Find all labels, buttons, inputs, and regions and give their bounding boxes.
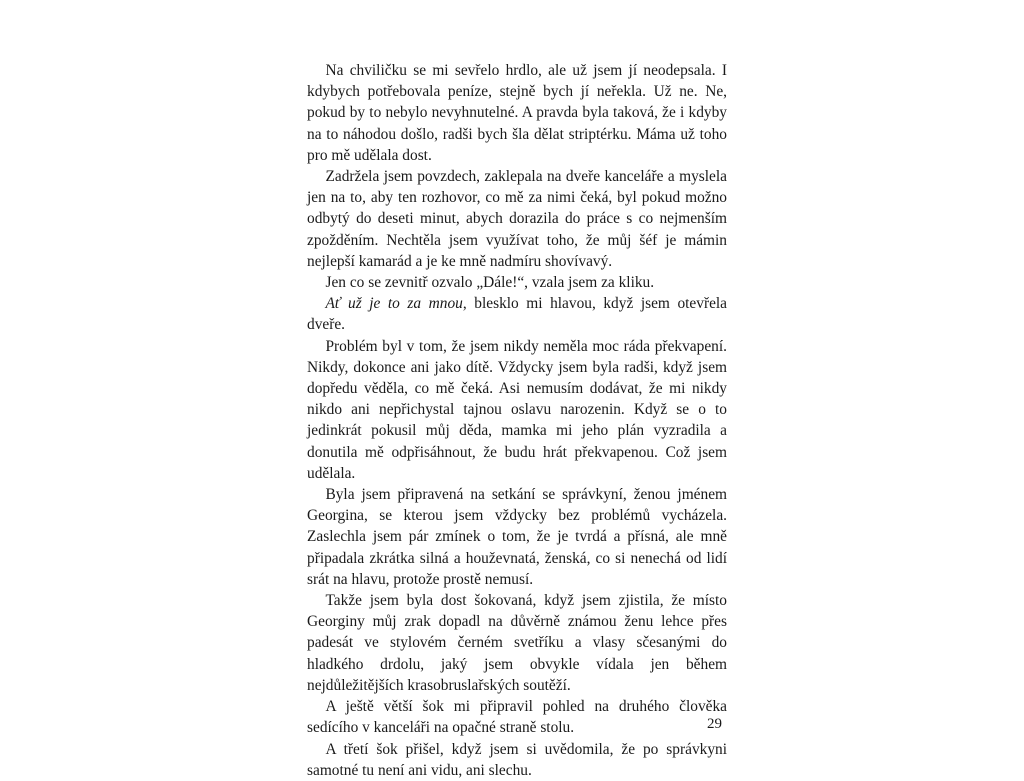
paragraph-1: Na chviličku se mi sevřelo hrdlo, ale už jsem jí neodepsala. I kdybych potřebovala peníze, stejně bych jí neřekla. Už ne. Ne, pokud by to nebylo nevyhnutelné. A pravda byla taková, že i kdyby na to náhodou došlo, radši bych šla dělat striptérku. Máma už toho pro mě udělala dost. — [307, 62, 727, 164]
paragraph-9: A třetí šok přišel, když jsem si uvědomila, že po správkyni samotné tu není ani vidu, ani slechu. — [307, 740, 727, 779]
paragraph-4 — [307, 293, 727, 335]
paragraph-5: Problém byl v tom, že jsem nikdy neměla moc ráda překvapení. Nikdy, dokonce ani jako dítě. Vždycky jsem byla radši, když jsem dopředu věděla, co mě čeká. Asi nemusím dodávat, že mi nikdy nikdo ani nepřichystal tajnou oslavu narozenin. Když se o to jedinkrát pokusil můj děda, mamka mi jeho plán vyzradila a donutila mě odpřisáhnout, že budu hrát překvapenou. Což jsem udělala. — [307, 337, 727, 482]
italic-thought: Ať už je to za mnou — [325, 295, 463, 313]
paragraph-4-rest: , blesklo mi hlavou, když jsem otevřela dveře. — [307, 295, 728, 334]
paragraph-2: Zadržela jsem povzdech, zaklepala na dveře kanceláře a myslela jen na to, aby ten rozhovor, co mě za nimi čeká, byl pokud možno odbytý do deseti minut, abych dorazila do práce s co nejmenším zpožděním. Nechtěla jsem využívat toho, že můj šéf je mámin nejlepší kamarád a je ke mně nadmíru shovívavý. — [307, 168, 727, 270]
paragraph-3: Jen co se zevnitř ozvalo „Dále!“, vzala jsem za kliku. — [325, 274, 655, 292]
paragraph-6: Byla jsem připravená na setkání se správkyní, ženou jménem Georgina, se kterou jsem vždycky bez problémů vycházela. Zaslechla jsem pár zmínek o tom, že je tvrdá a přísná, ale mně připadala zkrátka silná a houževnatá, ženská, co si nenechá od lidí srát na hlavu, protože prostě nemusí. — [307, 486, 727, 588]
body-text — [307, 60, 727, 781]
paragraph-8: A ještě větší šok mi připravil pohled na druhého člověka sedícího v kanceláři na opačné straně stolu. — [307, 698, 727, 737]
page-number: 29 — [707, 716, 722, 732]
paragraph-7: Takže jsem byla dost šokovaná, když jsem zjistila, že místo Georginy můj zrak dopadl na důvěrně známou ženu lehce přes padesát ve stylovém černém svetříku a vlasy sčesanými do hladkého drdolu, jaký jsem obvykle vídala jen během nejdůležitějších krasobruslařských soutěží. — [307, 592, 727, 694]
